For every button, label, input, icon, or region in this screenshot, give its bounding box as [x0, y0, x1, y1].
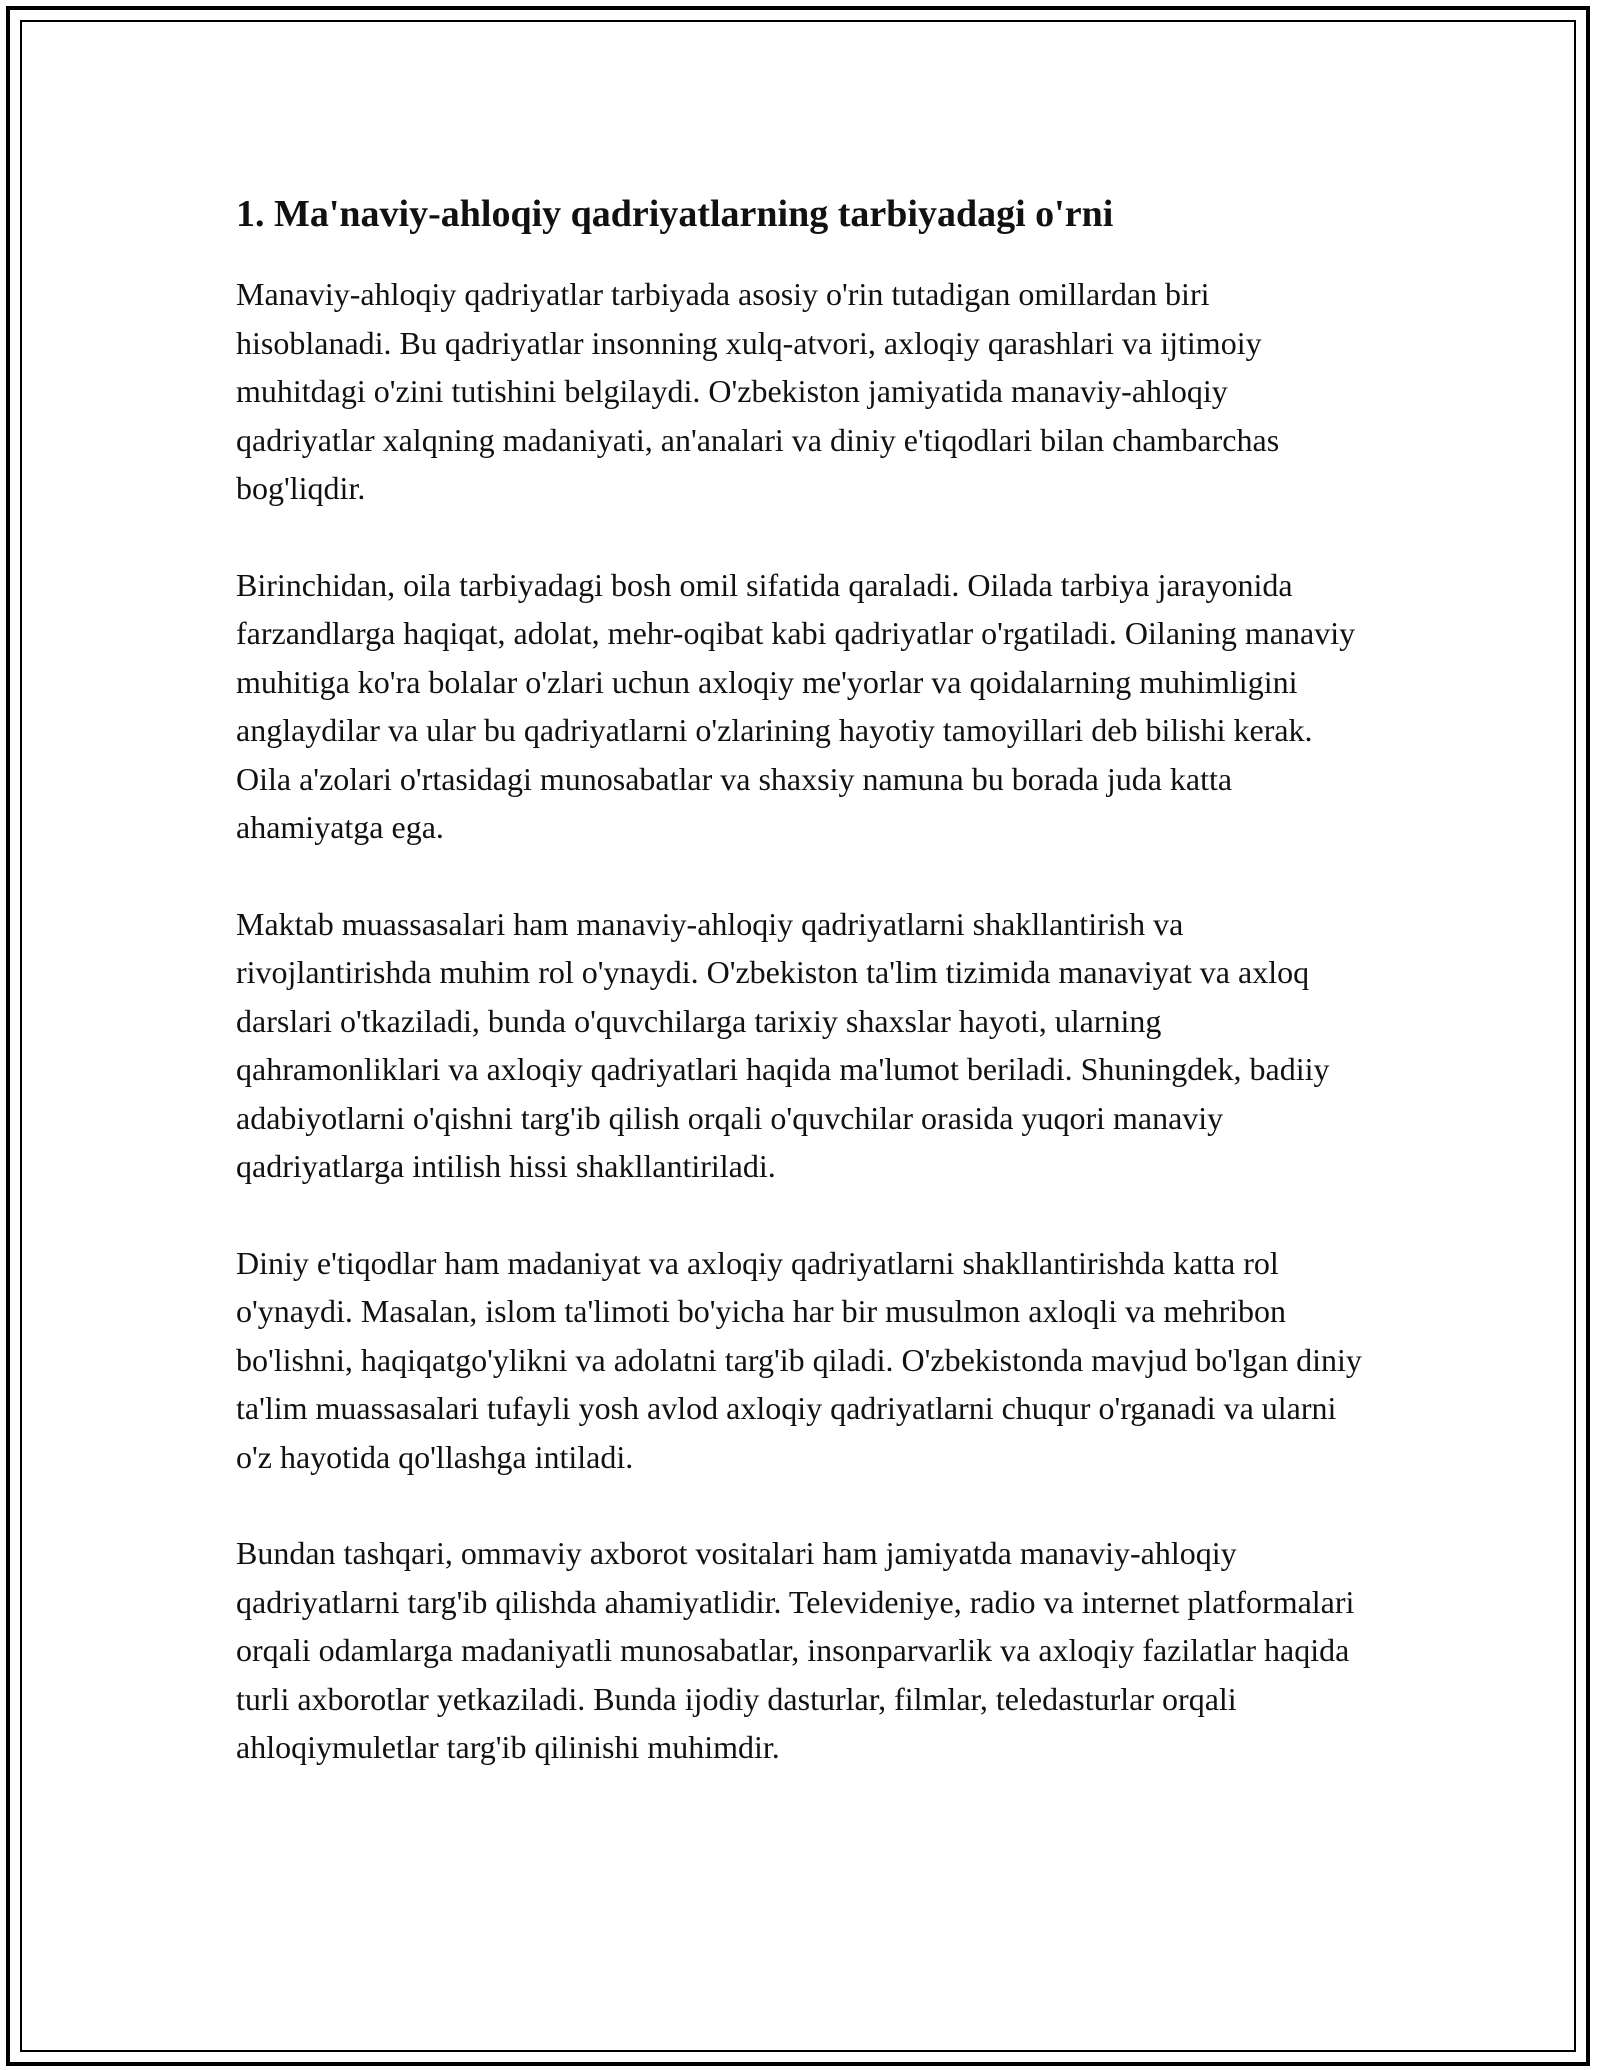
paragraph-family: Birinchidan, oila tarbiyadagi bosh omil sifatida qaraladi. Oilada tarbiya jarayonida farzandlarga haqiqat, adolat, mehr-oqibat kabi qadriyatlar o'rgatiladi. Oilaning manaviy muhitiga ko'ra bolalar o'zlari uchun axloqiy me'yorlar va qoidalarning muhimligini anglaydilar va ular bu qadriyatlarni o'zlarining hayotiy tamoyillari deb bilishi kerak. Oila a'zolari o'rtasidagi munosabatlar va shaxsiy namuna bu borada juda katta ahamiyatga ega. — [236, 566, 1356, 845]
paragraph-media: Bundan tashqari, ommaviy axborot vositalari ham jamiyatda manaviy-ahloqiy qadriyatlarni targ'ib qilishda ahamiyatlidir. Televideniye, radio va internet platformalari orqali odamlarga madaniyatli munosabatlar, insonparvarlik va axloqiy fazilatlar haqida turli axborotlar yetkaziladi. Bunda ijodiy dasturlar, filmlar, teledasturlar orqali ahloqiymuletlar targ'ib qilinishi muhimdir. — [236, 1535, 1355, 1765]
paragraph-schools: Maktab muassasalari ham manaviy-ahloqiy qadriyatlarni shakllantirish va rivojlantirishda muhim rol o'ynaydi. O'zbekiston ta'lim tizimida manaviyat va axloq darslari o'tkaziladi, bunda o'quvchilarga tarixiy shaxslar hayoti, ularning qahramonliklari va axloqiy qadriyatlari haqida ma'lumot beriladi. Shuningdek, badiiy adabiyotlarni o'qishni targ'ib qilish orqali o'quvchilar orasida yuqori manaviy qadriyatlarga intilish hissi shakllantiriladi. — [236, 905, 1330, 1184]
paragraph-religion: Diniy e'tiqodlar ham madaniyat va axloqiy qadriyatlarni shakllantirishda katta rol o'ynaydi. Masalan, islom ta'limoti bo'yicha har bir musulmon axloqli va mehribon bo'lishni, haqiqatgo'ylikni va adolatni targ'ib qiladi. O'zbekistonda mavjud bo'lgan diniy ta'lim muassasalari tufayli yosh avlod axloqiy qadriyatlarni chuqur o'rganadi va ularni o'z hayotida qo'llashga intiladi. — [236, 1244, 1362, 1475]
document-body — [236, 186, 1366, 1772]
paragraph-intro: Manaviy-ahloqiy qadriyatlar tarbiyada asosiy o'rin tutadigan omillardan biri hisoblanadi. Bu qadriyatlar insonning xulq-atvori, axloqiy qarashlari va ijtimoiy muhitdagi o'zini tutishini belgilaydi. O'zbekiston jamiyatida manaviy-ahloqiy qadriyatlar xalqning madaniyati, an'analari va diniy e'tiqodlari bilan chambarchas bog'liqdir. — [236, 276, 1280, 506]
section-heading: 1. Ma'naviy-ahloqiy qadriyatlarning tarbiyadagi o'rni — [236, 193, 1114, 235]
